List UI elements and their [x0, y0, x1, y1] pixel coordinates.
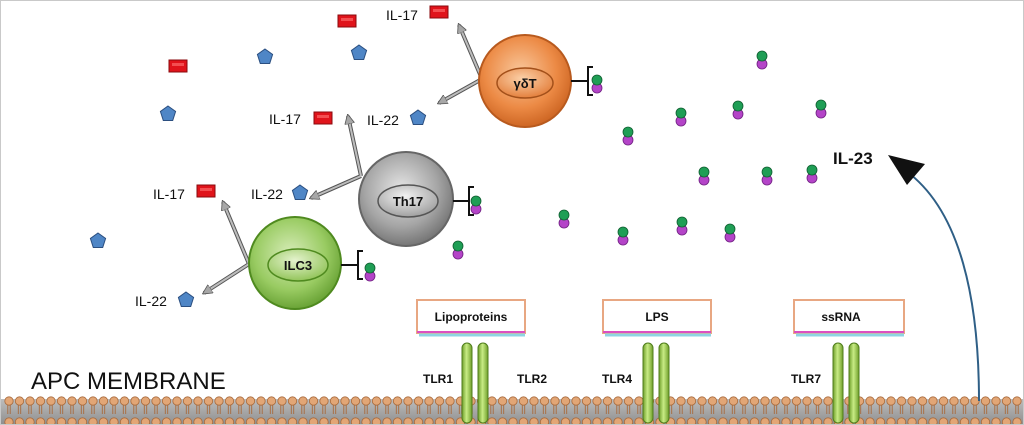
ilc3-il17-label: IL-17 — [153, 186, 185, 202]
tlr2-label: TLR2 — [517, 372, 547, 386]
gdT-label: γδT — [513, 76, 537, 91]
il23-molecule-icon — [365, 263, 375, 281]
gdT-il22-label: IL-22 — [367, 112, 399, 128]
ssrna-box — [794, 300, 904, 335]
il23-molecule-icon — [757, 51, 767, 69]
membrane-label: APC MEMBRANE — [31, 368, 226, 395]
th17-label: Th17 — [392, 194, 424, 209]
gdT-cell — [479, 35, 593, 127]
il23-molecule-icon — [807, 165, 817, 183]
il22-molecule-icon — [292, 185, 307, 200]
ssrna-label: ssRNA — [821, 310, 861, 324]
il22-molecule-icon — [90, 233, 105, 248]
ilc3-arrow-inner — [204, 202, 249, 293]
il22-molecule-icon — [257, 49, 272, 64]
ilc3-il22-label: IL-22 — [135, 293, 167, 309]
th17-secretion-arrows — [311, 116, 361, 198]
il23-arrowhead — [888, 155, 925, 185]
apc-membrane — [1, 397, 1024, 425]
il23-molecule-icon — [816, 100, 826, 118]
gdT-il17-label: IL-17 — [386, 7, 418, 23]
il23-arrow — [906, 171, 979, 401]
il23-molecule-icon — [559, 210, 569, 228]
il23-molecule-icon — [623, 127, 633, 145]
il23-molecule-icon — [676, 108, 686, 126]
tlr4-label: TLR4 — [602, 372, 632, 386]
ilc3-cell — [249, 217, 363, 309]
il23-molecule-icon — [453, 241, 463, 259]
th17-il22-label: IL-22 — [251, 186, 283, 202]
gdT-arrow-inner — [439, 25, 482, 103]
il22-molecule-icon — [160, 106, 175, 121]
il23-molecule-icon — [733, 101, 743, 119]
il23-molecule-icon — [592, 75, 602, 93]
th17-cell — [359, 152, 474, 246]
il23-molecule-icon — [725, 224, 735, 242]
tlr7-label: TLR7 — [791, 372, 821, 386]
lps-label: LPS — [645, 310, 669, 324]
il23-pathway-diagram — [1, 1, 1024, 425]
ilc3-label: ILC3 — [283, 258, 313, 273]
il22-molecule-icon — [410, 110, 425, 125]
il22-molecule-icon — [178, 292, 193, 307]
il23-molecule-icon — [677, 217, 687, 235]
il23-molecule-icon — [618, 227, 628, 245]
lipoproteins-label: Lipoproteins — [434, 310, 508, 324]
lipoproteins-box — [417, 300, 525, 335]
tlr1-label: TLR1 — [423, 372, 453, 386]
il23-molecule-icon — [699, 167, 709, 185]
il23-label: IL-23 — [833, 149, 873, 168]
il23-molecule-icon — [471, 196, 481, 214]
lps-box — [603, 300, 711, 335]
il22-molecule-icon — [351, 45, 366, 60]
th17-il17-label: IL-17 — [269, 111, 301, 127]
il23-molecule-icon — [762, 167, 772, 185]
